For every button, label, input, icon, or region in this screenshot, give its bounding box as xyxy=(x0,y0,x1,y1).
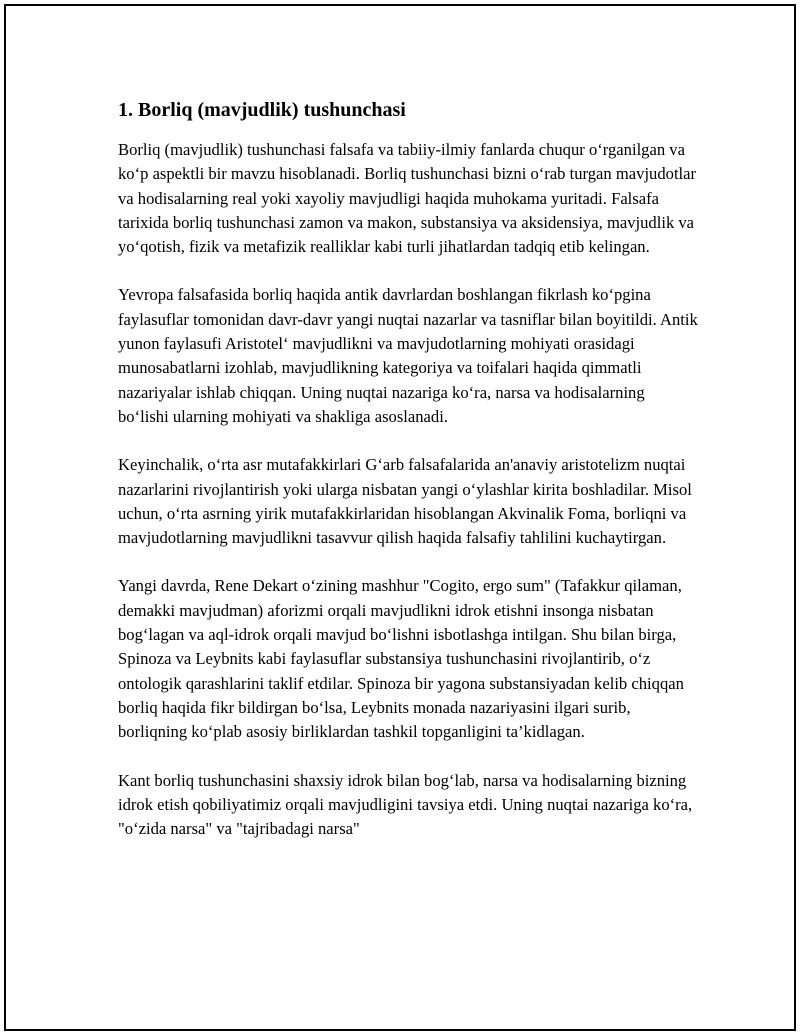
document-page xyxy=(4,4,796,1031)
section-heading: 1. Borliq (mavjudlik) tushunchasi xyxy=(118,99,406,121)
paragraph-2: Yevropa falsafasida borliq haqida antik davrlardan boshlangan fikrlash ko‘pgina faylasuflar tomonidan davr-davr yangi nuqtai nazarlar va tasniflar bilan boyitildi. Antik yunon faylasufi Aristotel‘ mavjudlikni va mavjudotlarning mohiyati orasidagi munosabatlarni izohlab, mavjudlikning kategoriya va toifalari haqida qimmatli nazariyalar ishlab chiqqan. Uning nuqtai nazariga ko‘ra, narsa va hodisalarning bo‘lishi ularning mohiyati va shakliga asoslanadi. xyxy=(118,285,698,426)
paragraph-1: Borliq (mavjudlik) tushunchasi falsafa va tabiiy-ilmiy fanlarda chuqur o‘rganilgan va ko‘p aspektli bir mavzu hisoblanadi. Borliq tushunchasi bizni o‘rab turgan mavjudotlar va hodisalarning real yoki xayoliy mavjudligi haqida muhokama yuritadi. Falsafa tarixida borliq tushunchasi zamon va makon, substansiya va aksidensiya, mavjudlik va yo‘qotish, fizik va metafizik realliklar kabi turli jihatlardan tadqiq etib kelingan. xyxy=(118,140,697,257)
paragraph-5: Kant borliq tushunchasini shaxsiy idrok bilan bog‘lab, narsa va hodisalarning bizning idrok etish qobiliyatimiz orqali mavjudligini tavsiya etdi. Uning nuqtai nazariga ko‘ra, "o‘zida narsa" va "tajribadagi narsa" xyxy=(118,770,693,839)
document-body xyxy=(118,96,698,865)
paragraph-4: Yangi davrda, Rene Dekart o‘zining mashhur "Cogito, ergo sum" (Tafakkur qilaman, demakki mavjudman) aforizmi orqali mavjudlikni idrok etishni insonga nisbatan bog‘lagan va aql-idrok orqali mavjud bo‘lishni isbotlashga intilgan. Shu bilan birga, Spinoza va Leybnits kabi faylasuflar substansiya tushunchasini rivojlantirib, o‘z ontologik qarashlarini taklif etdilar. Spinoza bir yagona substansiyadan kelib chiqqan borliq haqida fikr bildirgan bo‘lsa, Leybnits monada nazariyasini ilgari surib, borliqning ko‘plab asosiy birliklardan tashkil topganligini ta’kidlagan. xyxy=(118,576,684,742)
paragraph-3: Keyinchalik, o‘rta asr mutafakkirlari G‘arb falsafalarida an'anaviy aristotelizm nuqtai nazarlarini rivojlantirish yoki ularga nisbatan yangi o‘ylashlar kirita boshladilar. Misol uchun, o‘rta asrning yirik mutafakkirlaridan hisoblangan Akvinalik Foma, borliqni va mavjudotlarning mavjudlikni tasavvur qilish haqida falsafiy tahlilini kuchaytirgan. xyxy=(118,455,692,548)
